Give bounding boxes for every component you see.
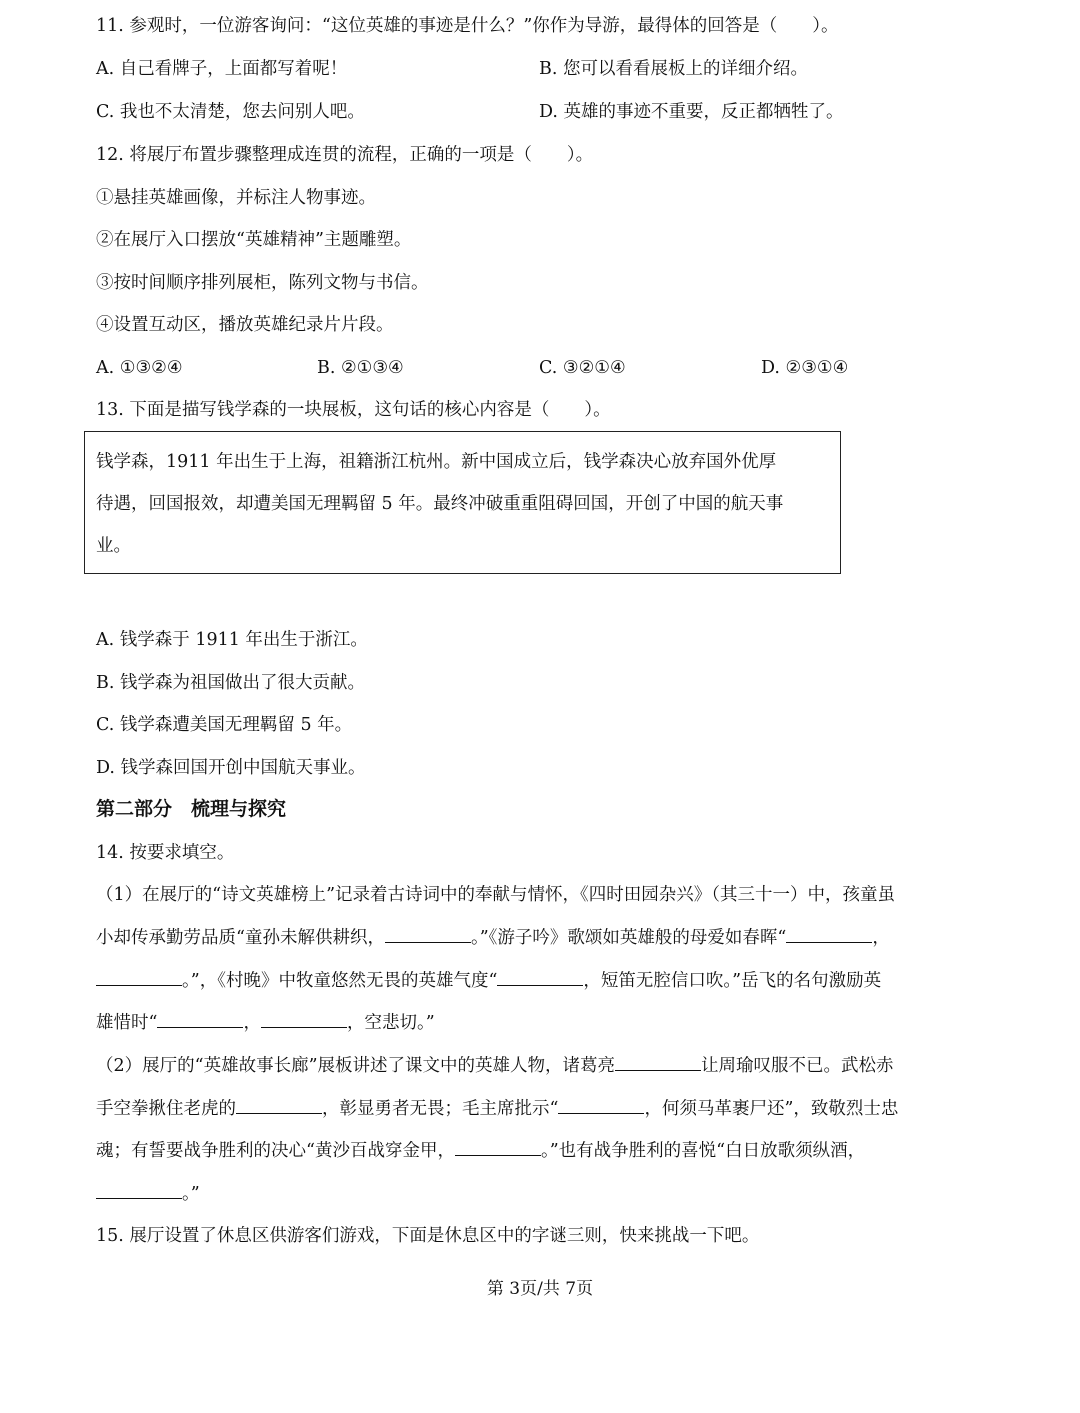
section-2-heading: 第二部分 梳理与探究 bbox=[96, 798, 287, 820]
text-segment: 雄惜时“ bbox=[96, 1013, 158, 1033]
board-line-1: 钱学森，1911 年出生于上海，祖籍浙江杭州。新中国成立后，钱学森决心放弃国外优厚 bbox=[96, 452, 777, 472]
q13-option-a: A. 钱学森于 1911 年出生于浙江。 bbox=[96, 630, 368, 650]
q12-stem: 12. 将展厅布置步骤整理成连贯的流程，正确的一项是（ ）。 bbox=[96, 145, 594, 165]
q12-option-d: D. ②③①④ bbox=[761, 358, 849, 378]
text-segment: ， bbox=[243, 1013, 261, 1033]
text-segment: ，彰显勇者无畏；毛主席批示“ bbox=[322, 1099, 559, 1119]
q11-option-a: A. 自己看牌子，上面都写着呢！ bbox=[96, 59, 348, 79]
q12-step-4: ④设置互动区，播放英雄纪录片片段。 bbox=[96, 315, 394, 335]
answer-blank[interactable] bbox=[385, 926, 471, 943]
answer-blank[interactable] bbox=[236, 1097, 322, 1114]
q12-step-1: ①悬挂英雄画像，并标注人物事迹。 bbox=[96, 188, 376, 208]
q14-p1-line-4 bbox=[96, 1011, 435, 1035]
answer-blank[interactable] bbox=[455, 1139, 541, 1156]
page-footer: 第 3页/共 7页 bbox=[486, 1279, 594, 1299]
answer-blank[interactable] bbox=[261, 1011, 347, 1028]
text-segment: 。”《游子吟》歌颂如英雄般的母爱如春晖“ bbox=[470, 928, 787, 948]
q12-option-c: C. ③②①④ bbox=[539, 358, 626, 378]
text-segment: 让周瑜叹服不已。武松赤 bbox=[701, 1056, 894, 1076]
q13-option-d: D. 钱学森回国开创中国航天事业。 bbox=[96, 758, 366, 778]
q14-p2-line-2 bbox=[96, 1097, 898, 1121]
text-segment: ，空悲切。” bbox=[346, 1013, 435, 1033]
q14-p2-line-4 bbox=[96, 1182, 200, 1206]
text-segment: ，何须马革裹尸还”，致敬烈士忠 bbox=[644, 1099, 899, 1119]
text-segment: 。”，《村晚》中牧童悠然无畏的英雄气度“ bbox=[182, 971, 498, 991]
q12-option-b: B. ②①③④ bbox=[317, 358, 404, 378]
q15-stem: 15. 展厅设置了休息区供游客们游戏，下面是休息区中的字谜三则，快来挑战一下吧。 bbox=[96, 1226, 760, 1246]
q14-stem: 14. 按要求填空。 bbox=[96, 843, 235, 863]
text-segment: 小却传承勤劳品质“童孙未解供耕织， bbox=[96, 928, 385, 948]
q12-step-2: ②在展厅入口摆放“英雄精神”主题雕塑。 bbox=[96, 230, 412, 250]
q14-p1-line-2 bbox=[96, 926, 890, 950]
text-segment: 。”也有战争胜利的喜悦“白日放歌须纵酒， bbox=[540, 1141, 866, 1161]
text-segment: 魂；有誓要战争胜利的决心“黄沙百战穿金甲， bbox=[96, 1141, 455, 1161]
q11-option-d: D. 英雄的事迹不重要，反正都牺牲了。 bbox=[539, 102, 844, 122]
answer-blank[interactable] bbox=[96, 1182, 182, 1199]
q11-stem: 11. 参观时，一位游客询问：“这位英雄的事迹是什么？”你作为导游，最得体的回答是（ ）。 bbox=[96, 16, 839, 36]
text-segment: （2）展厅的“英雄故事长廊”展板讲述了课文中的英雄人物，诸葛亮 bbox=[96, 1056, 616, 1076]
q12-option-a: A. ①③②④ bbox=[96, 358, 183, 378]
board-line-2: 待遇，回国报效，却遭美国无理羁留 5 年。最终冲破重重阻碍回国，开创了中国的航天事 bbox=[96, 494, 784, 514]
q14-p1-line-3 bbox=[96, 969, 881, 993]
board-line-3: 业。 bbox=[96, 536, 131, 556]
answer-blank[interactable] bbox=[497, 969, 583, 986]
q13-option-c: C. 钱学森遭美国无理羁留 5 年。 bbox=[96, 715, 353, 735]
text-segment: ，短笛无腔信口吹。”岳飞的名句激励英 bbox=[583, 971, 882, 991]
q11-option-c: C. 我也不太清楚，您去问别人吧。 bbox=[96, 102, 365, 122]
q13-option-b: B. 钱学森为祖国做出了很大贡献。 bbox=[96, 673, 365, 693]
answer-blank[interactable] bbox=[558, 1097, 644, 1114]
text-segment: ， bbox=[872, 928, 890, 948]
answer-blank[interactable] bbox=[157, 1011, 243, 1028]
answer-blank[interactable] bbox=[615, 1054, 701, 1071]
text-segment: 。” bbox=[182, 1184, 200, 1204]
q14-p1-line-1: （1）在展厅的“诗文英雄榜上”记录着古诗词中的奉献与情怀，《四时田园杂兴》（其三十一）中，孩童虽 bbox=[96, 885, 896, 905]
answer-blank[interactable] bbox=[96, 969, 182, 986]
answer-blank[interactable] bbox=[786, 926, 872, 943]
text-segment: 手空拳揪住老虎的 bbox=[96, 1099, 236, 1119]
q14-p2-line-3 bbox=[96, 1139, 865, 1163]
exhibit-board bbox=[84, 431, 841, 574]
q13-stem: 13. 下面是描写钱学森的一块展板，这句话的核心内容是（ ）。 bbox=[96, 400, 611, 420]
q14-p2-line-1 bbox=[96, 1054, 894, 1078]
q11-option-b: B. 您可以看看展板上的详细介绍。 bbox=[539, 59, 808, 79]
q12-step-3: ③按时间顺序排列展柜，陈列文物与书信。 bbox=[96, 273, 429, 293]
